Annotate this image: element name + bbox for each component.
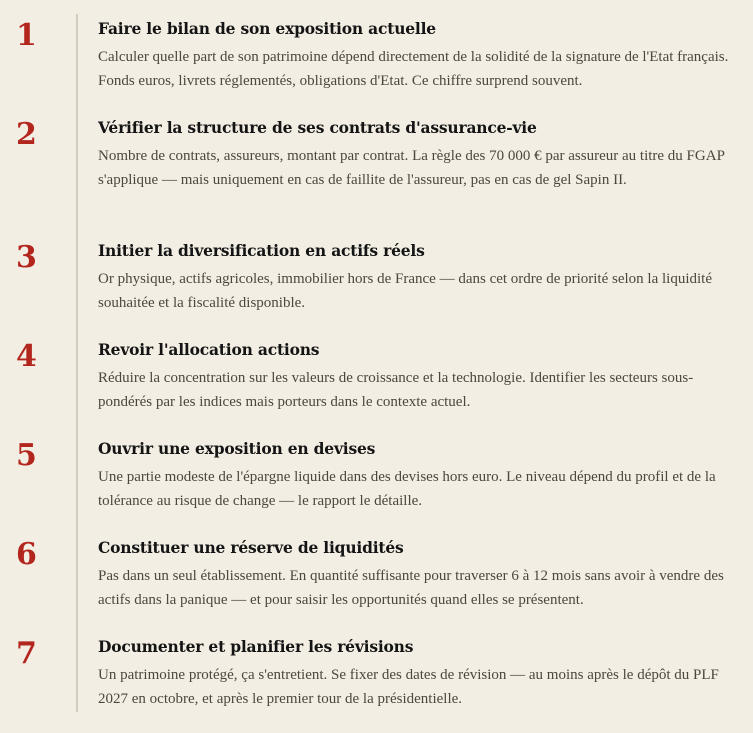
step-description: Pas dans un seul établissement. En quantité suffisante pour traverser 6 à 12 mois sans avoir à vendre des actifs dans la panique — et pour saisir les opportunités quand elles se présentent. xyxy=(98,568,724,608)
step-description: Nombre de contrats, assureurs, montant par contrat. La règle des 70 000 € par assureur au titre du FGAP s'applique — mais uniquement en cas de faillite de l'assureur, pas en cas de gel Sapin II. xyxy=(98,148,725,188)
step-number: 5 xyxy=(16,438,37,473)
step-title: Documenter et planifier les révisions xyxy=(98,637,414,656)
step-description: Or physique, actifs agricoles, immobilier hors de France — dans cet ordre de priorité selon la liquidité souhaitée et la fiscalité disponible. xyxy=(98,271,712,311)
step-item xyxy=(0,113,753,236)
step-item xyxy=(0,434,753,533)
step-number: 1 xyxy=(16,18,37,53)
step-number: 6 xyxy=(16,537,37,572)
step-title: Ouvrir une exposition en devises xyxy=(98,439,376,458)
step-title: Faire le bilan de son exposition actuelle xyxy=(98,19,436,38)
step-divider xyxy=(76,335,78,434)
step-item xyxy=(0,236,753,335)
step-item xyxy=(0,533,753,632)
step-content xyxy=(98,339,738,414)
step-divider xyxy=(76,14,78,113)
step-content xyxy=(98,438,738,513)
step-item xyxy=(0,632,753,712)
step-item xyxy=(0,14,753,113)
step-divider xyxy=(76,632,78,712)
step-title: Vérifier la structure de ses contrats d'assurance-vie xyxy=(98,118,537,137)
step-divider xyxy=(76,434,78,533)
step-description: Un patrimoine protégé, ça s'entretient. Se fixer des dates de révision — au moins après le dépôt du PLF 2027 en octobre, et après le premier tour de la présidentielle. xyxy=(98,667,719,707)
step-divider xyxy=(76,236,78,335)
steps-list xyxy=(0,14,753,712)
step-item xyxy=(0,335,753,434)
step-divider xyxy=(76,533,78,632)
step-number: 2 xyxy=(16,117,37,152)
step-number: 4 xyxy=(16,339,37,374)
step-content xyxy=(98,636,738,711)
step-description: Une partie modeste de l'épargne liquide dans des devises hors euro. Le niveau dépend du profil et de la tolérance au risque de change — le rapport le détaille. xyxy=(98,469,716,509)
step-content xyxy=(98,240,738,315)
step-divider xyxy=(76,113,78,236)
step-description: Calculer quelle part de son patrimoine dépend directement de la solidité de la signature de l'Etat français. Fonds euros, livrets réglementés, obligations d'Etat. Ce chiffre surprend souvent. xyxy=(98,49,729,89)
step-title: Constituer une réserve de liquidités xyxy=(98,538,404,557)
step-number: 3 xyxy=(16,240,37,275)
step-content xyxy=(98,18,738,93)
step-title: Initier la diversification en actifs réels xyxy=(98,241,425,260)
step-number: 7 xyxy=(16,636,37,671)
step-content xyxy=(98,537,738,612)
step-title: Revoir l'allocation actions xyxy=(98,340,320,359)
step-description: Réduire la concentration sur les valeurs de croissance et la technologie. Identifier les secteurs sous-pondérés par les indices mais porteurs dans le contexte actuel. xyxy=(98,370,694,410)
step-content xyxy=(98,117,738,192)
